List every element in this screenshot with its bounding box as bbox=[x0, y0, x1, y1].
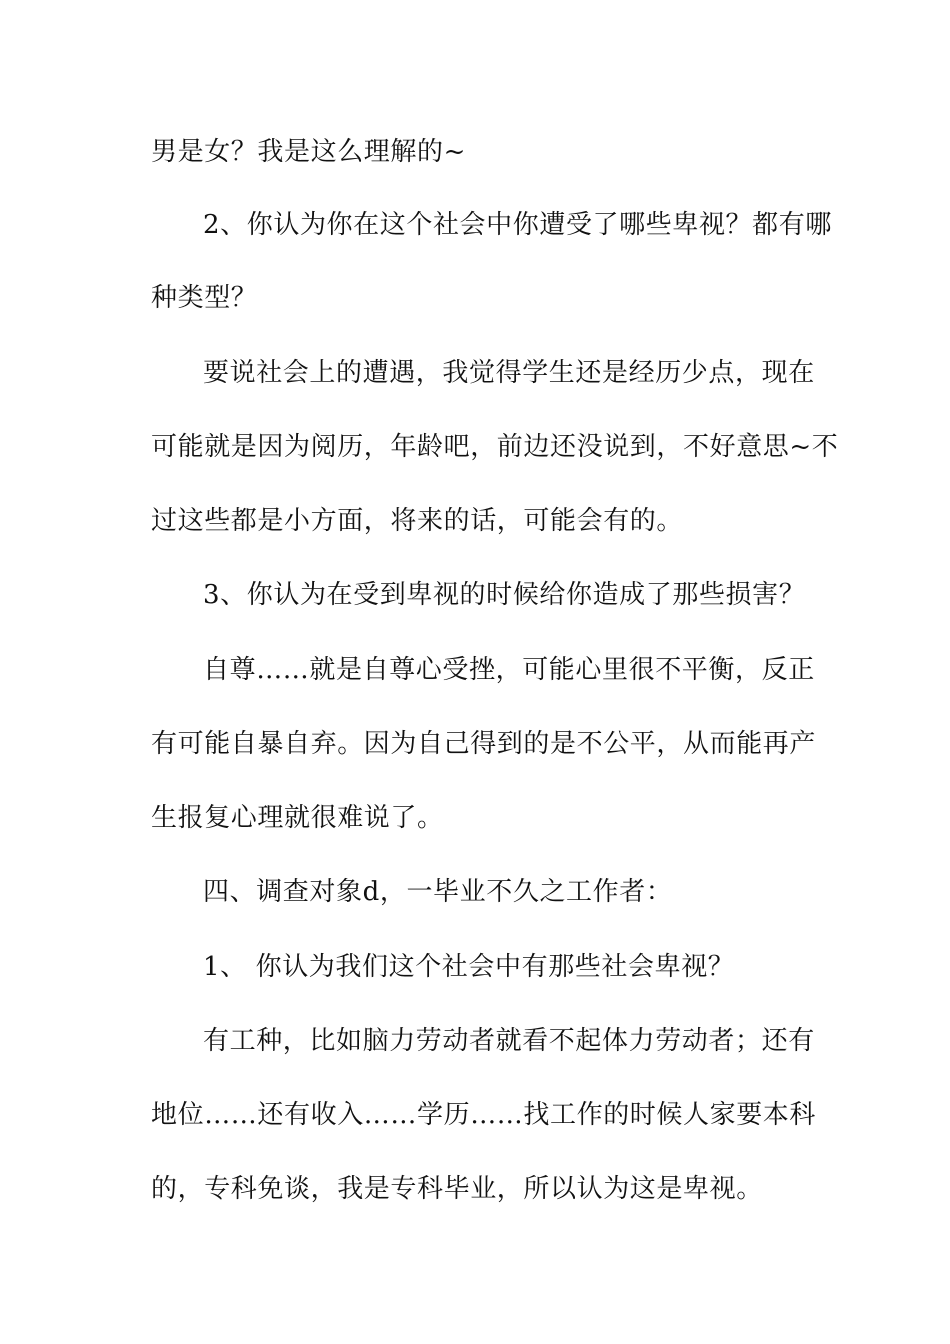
section-heading: 四、调查对象d，一毕业不久之工作者： bbox=[203, 877, 673, 907]
paragraph-line: 有可能自暴自弃。因为自己得到的是不公平，从而能再产 bbox=[151, 729, 817, 759]
paragraph-line: 男是女？我是这么理解的~ bbox=[151, 137, 466, 167]
paragraph-line: 生报复心理就很难说了。 bbox=[151, 803, 444, 833]
answer-line: 自尊……就是自尊心受挫，可能心里很不平衡，反正 bbox=[203, 655, 815, 685]
paragraph-line: 过这些都是小方面，将来的话，可能会有的。 bbox=[151, 506, 684, 536]
question-line: 1、 你认为我们这个社会中有那些社会卑视？ bbox=[203, 952, 735, 982]
paragraph-line: 可能就是因为阅历，年龄吧，前边还没说到，不好意思~不 bbox=[151, 432, 839, 462]
question-line: 3、你认为在受到卑视的时候给你造成了那些损害？ bbox=[203, 580, 806, 610]
question-line: 2、你认为你在这个社会中你遭受了哪些卑视？都有哪 bbox=[203, 210, 832, 240]
paragraph-line: 种类型？ bbox=[151, 283, 258, 313]
answer-line: 有工种，比如脑力劳动者就看不起体力劳动者；还有 bbox=[203, 1026, 815, 1056]
paragraph-line: 的，专科免谈，我是专科毕业，所以认为这是卑视。 bbox=[151, 1174, 763, 1204]
paragraph-line: 地位……还有收入……学历……找工作的时候人家要本科 bbox=[151, 1100, 817, 1130]
answer-line: 要说社会上的遭遇，我觉得学生还是经历少点，现在 bbox=[203, 358, 815, 388]
